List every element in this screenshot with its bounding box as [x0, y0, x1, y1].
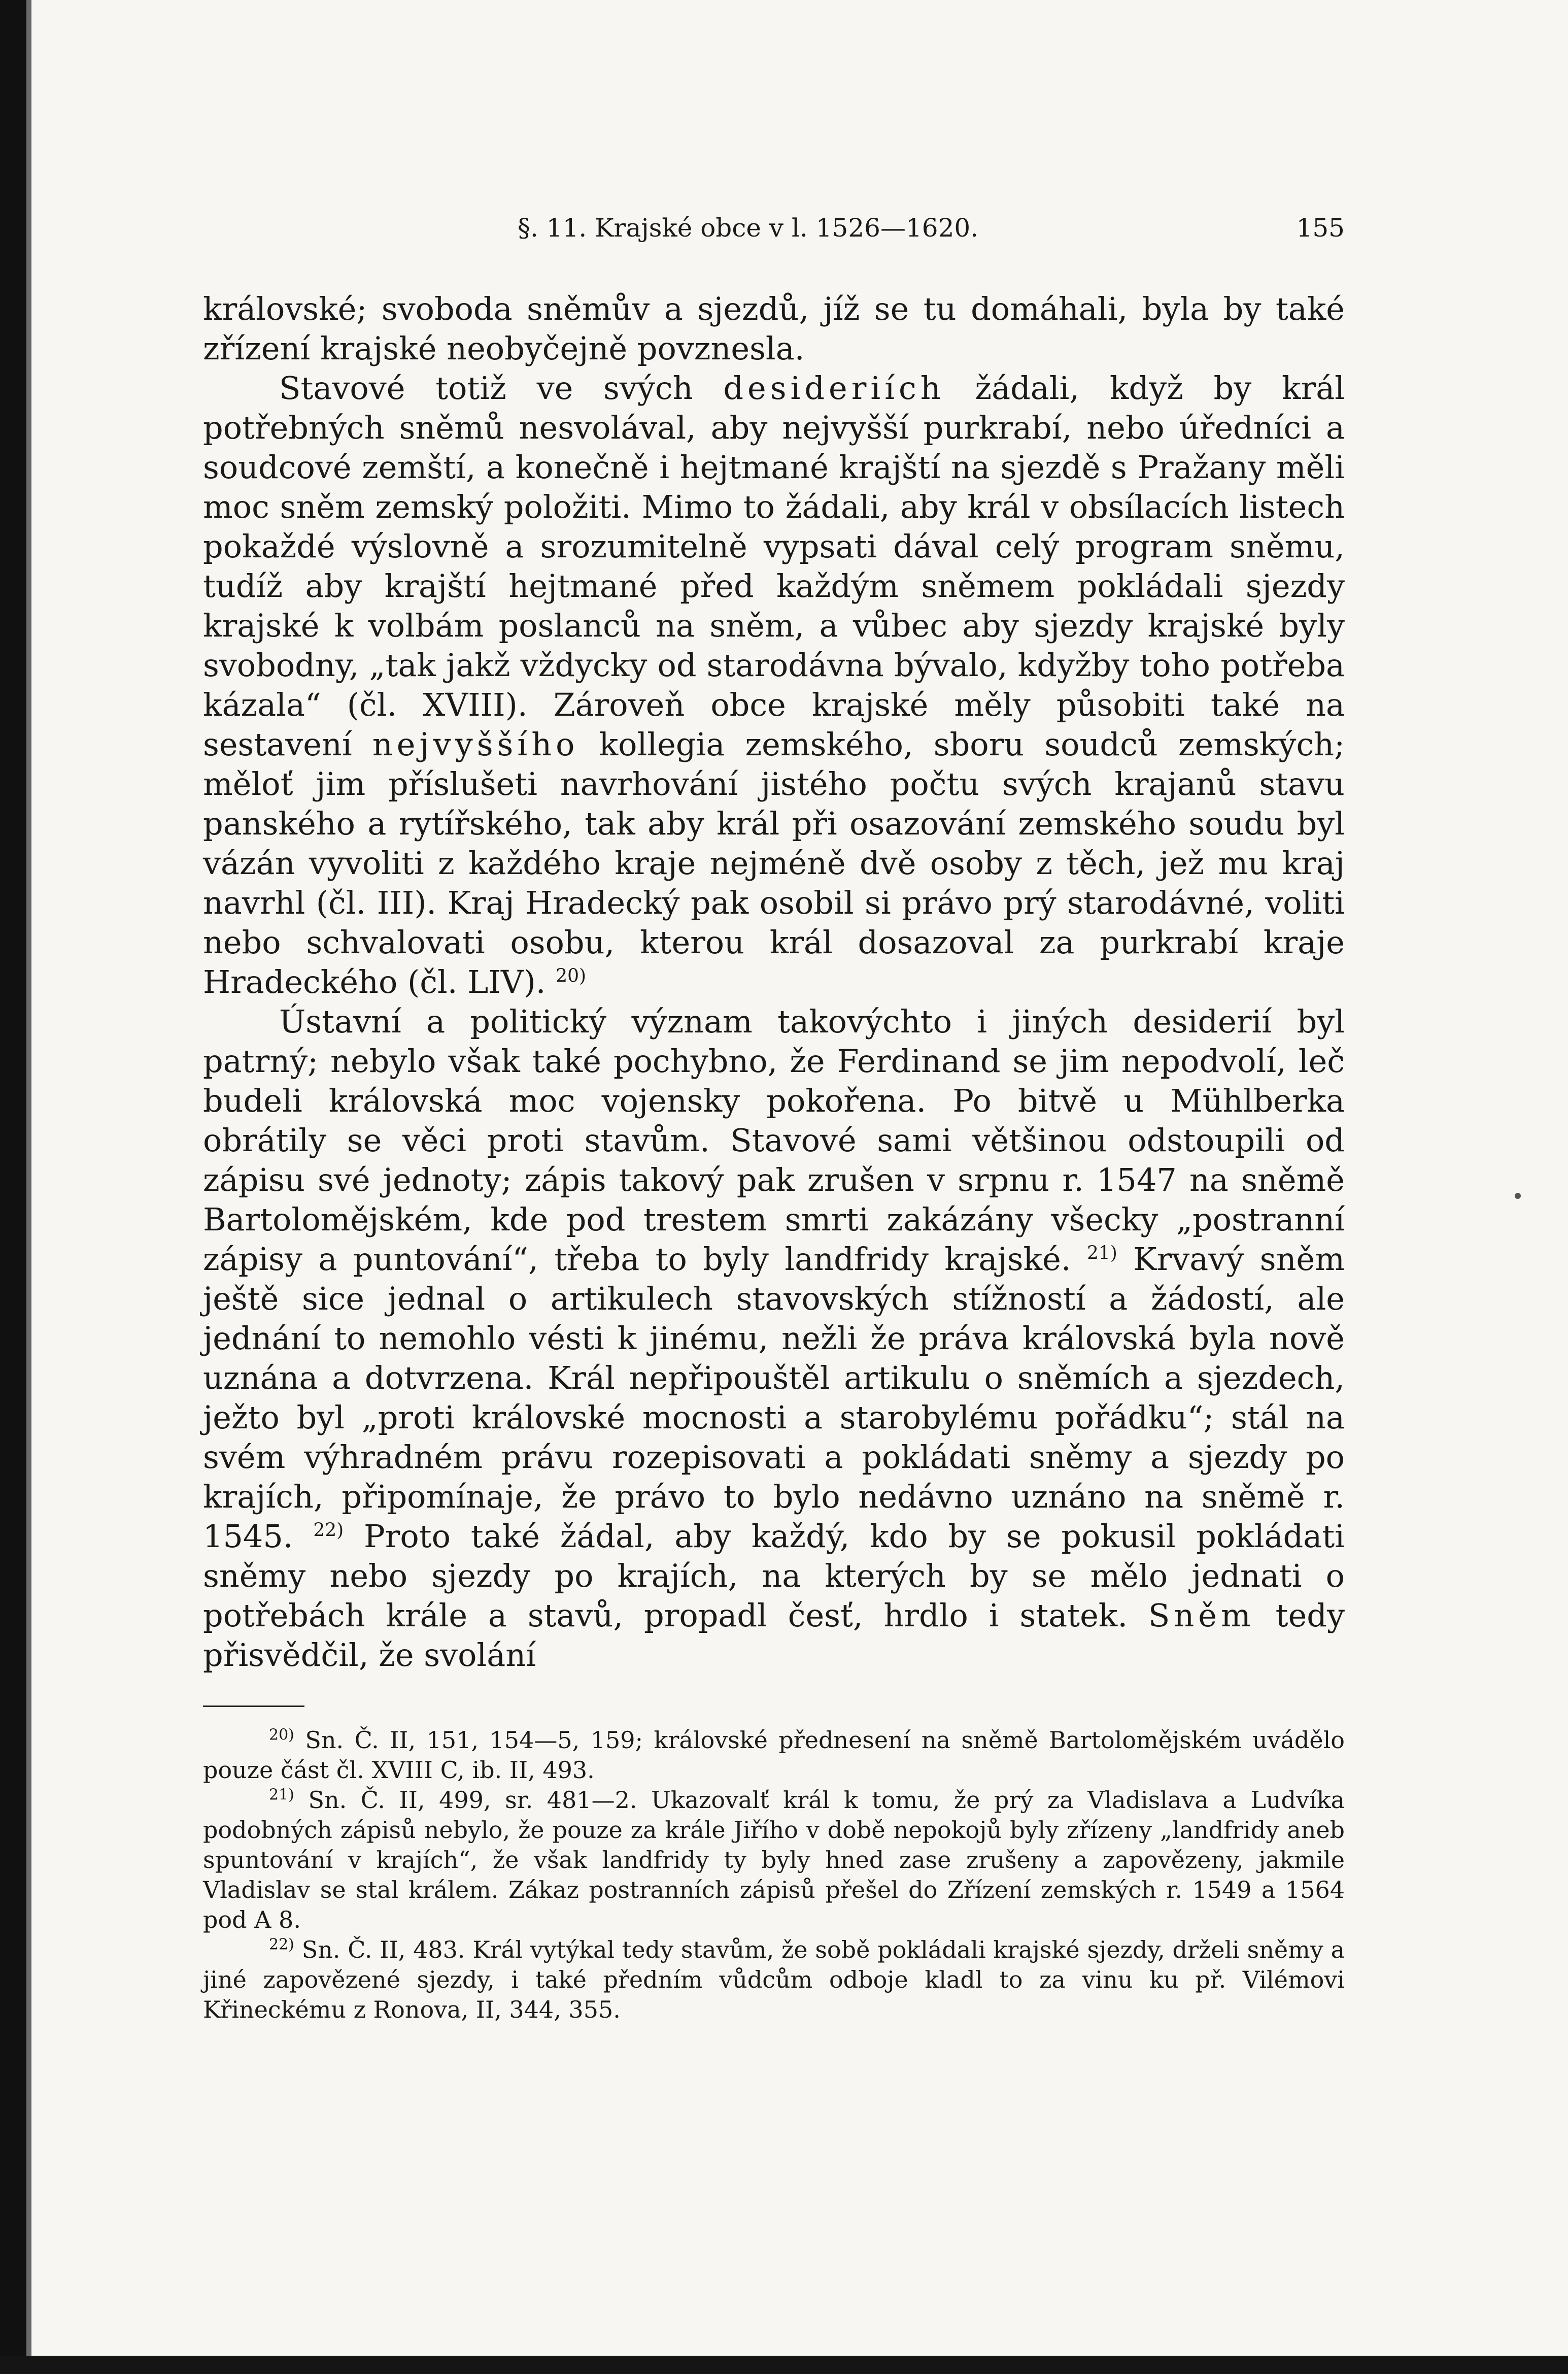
footnote-rule [203, 1706, 304, 1707]
footnote-mark: 22) [269, 1935, 294, 1954]
paragraph [203, 1002, 1345, 1675]
footnote [203, 1935, 1345, 2025]
footnote-ref: 21) [1086, 1243, 1117, 1264]
text-run: žádali, když by král potřebných sněmů nesvolával, aby nejvyšší purkrabí, nebo úředníci a soudcové zemští, a konečně i hejtmané krajští na sjezdě s Pražany měli moc sněm zemský položiti. Mimo to žádali, aby král v obsílacích listech pokaždé výslovně a srozumitelně vypsati dával celý program sněmu, tudíž aby krajští hejtmané před každým sněmem pokládali sjezdy krajské k volbám poslanců na sněm, a vůbec aby sjezdy krajské byly svobodny, „tak jakž vždycky od starodávna bývalo, kdyžby toho potřeba kázala“ (čl. XVIII). Zároveň obce krajské měly působiti také na sestavení [203, 370, 1345, 763]
paragraph [203, 369, 1345, 1002]
margin-speck [1515, 1193, 1521, 1199]
footnote-mark: 21) [269, 1786, 294, 1804]
footnotes [203, 1725, 1345, 2025]
scan-edge-shadow [26, 0, 31, 2374]
footnote-text: Sn. Č. II, 499, sr. 481—2. Ukazovalť král k tomu, že prý za Vladislava a Ludvíka podobných zápisů nebylo, že pouze za krále Jiřího v době nepokojů byly zřízeny „landfridy aneb spuntování v krajích“, že však landfridy ty byly hned zase zrušeny a zapovězeny, jakmile Vladislav se stal králem. Zákaz postranních zápisů přešel do Zřízení zemských r. 1549 a 1564 pod A 8. [203, 1786, 1345, 1933]
spaced-emphasis: nejvyššího [372, 726, 579, 763]
footnote [203, 1785, 1345, 1935]
running-header [203, 213, 1345, 259]
paragraph [203, 289, 1345, 369]
text-run: Krvavý sněm ještě sice jednal o artikulech stavovských stížností a žádostí, ale jednání to nemohlo vésti k jinému, nežli že práva královská byla nově uznána a dotvrzena. Král nepřipouštěl artikulu o sněmích a sjezdech, ježto byl „proti královské mocnosti a starobylému pořádku“; stál na svém výhradném právu rozepisovati a pokládati sněmy a sjezdy po krajích, připomínaje, že právo to bylo nedávno uznáno na sněmě r. 1545. [203, 1241, 1345, 1555]
text-run: královské; svoboda sněmův a sjezdů, jíž se tu domáhali, byla by také zřízení krajské neobyčejně povznesla. [203, 290, 1345, 367]
scan-edge-bottom [0, 2356, 1568, 2374]
page [203, 213, 1345, 2025]
spaced-emphasis: desideriích [723, 370, 945, 407]
text-run: Ústavní a politický význam takovýchto i jiných desiderií byl patrný; nebylo však také pochybno, že Ferdinand se jim nepodvolí, leč budeli královská moc vojensky pokořena. Po bitvě u Mühlberka obrátily se věci proti stavům. Stavové sami většinou odstoupili od zápisu své jednoty; zápis takový pak zrušen v srpnu r. 1547 na sněmě Bartolomějském, kde pod trestem smrti zakázány všecky „postranní zápisy a puntování“, třeba to byly landfridy krajské. [203, 1003, 1345, 1278]
page-number: 155 [1296, 213, 1345, 243]
footnote-mark: 20) [269, 1726, 294, 1744]
footnote [203, 1725, 1345, 1785]
section-title: §. 11. Krajské obce v l. 1526—1620. [518, 213, 979, 243]
footnote-ref: 20) [556, 965, 587, 987]
spaced-emphasis: Sněm [1148, 1597, 1255, 1634]
scan-edge-left [0, 0, 26, 2374]
text-run: Stavové totiž ve svých [279, 370, 724, 407]
text-run: Proto také žádal, aby každý, kdo by se pokusil pokládati sněmy nebo sjezdy po krajích, na kterých by se mělo jednati o potřebách krále a stavů, propadl česť, hrdlo i statek. [203, 1518, 1345, 1634]
footnote-text: Sn. Č. II, 151, 154—5, 159; královské přednesení na sněmě Bartolomějském uvádělo pouze část čl. XVIII C, ib. II, 493. [203, 1726, 1345, 1784]
text-run: tedy přisvědčil, že svolání [203, 1597, 1345, 1674]
footnote-text: Sn. Č. II, 483. Král vytýkal tedy stavům, že sobě pokládali krajské sjezdy, drželi sněmy a jiné zapovězené sjezdy, i také předním vůdcům odboje kladl to za vinu ku př. Vilémovi Křineckému z Ronova, II, 344, 355. [203, 1936, 1345, 2023]
main-text [203, 289, 1345, 1675]
footnote-ref: 22) [313, 1520, 344, 1541]
text-run: kollegia zemského, sboru soudců zemských; měloť jim příslušeti navrhování jistého počtu svých krajanů stavu panského a rytířského, tak aby král při osazování zemského soudu byl vázán vyvoliti z každého kraje nejméně dvě osoby z těch, jež mu kraj navrhl (čl. III). Kraj Hradecký pak osobil si právo prý starodávné, voliti nebo schvalovati osobu, kterou král dosazoval za purkrabí kraje Hradeckého (čl. LIV). [203, 726, 1345, 1000]
